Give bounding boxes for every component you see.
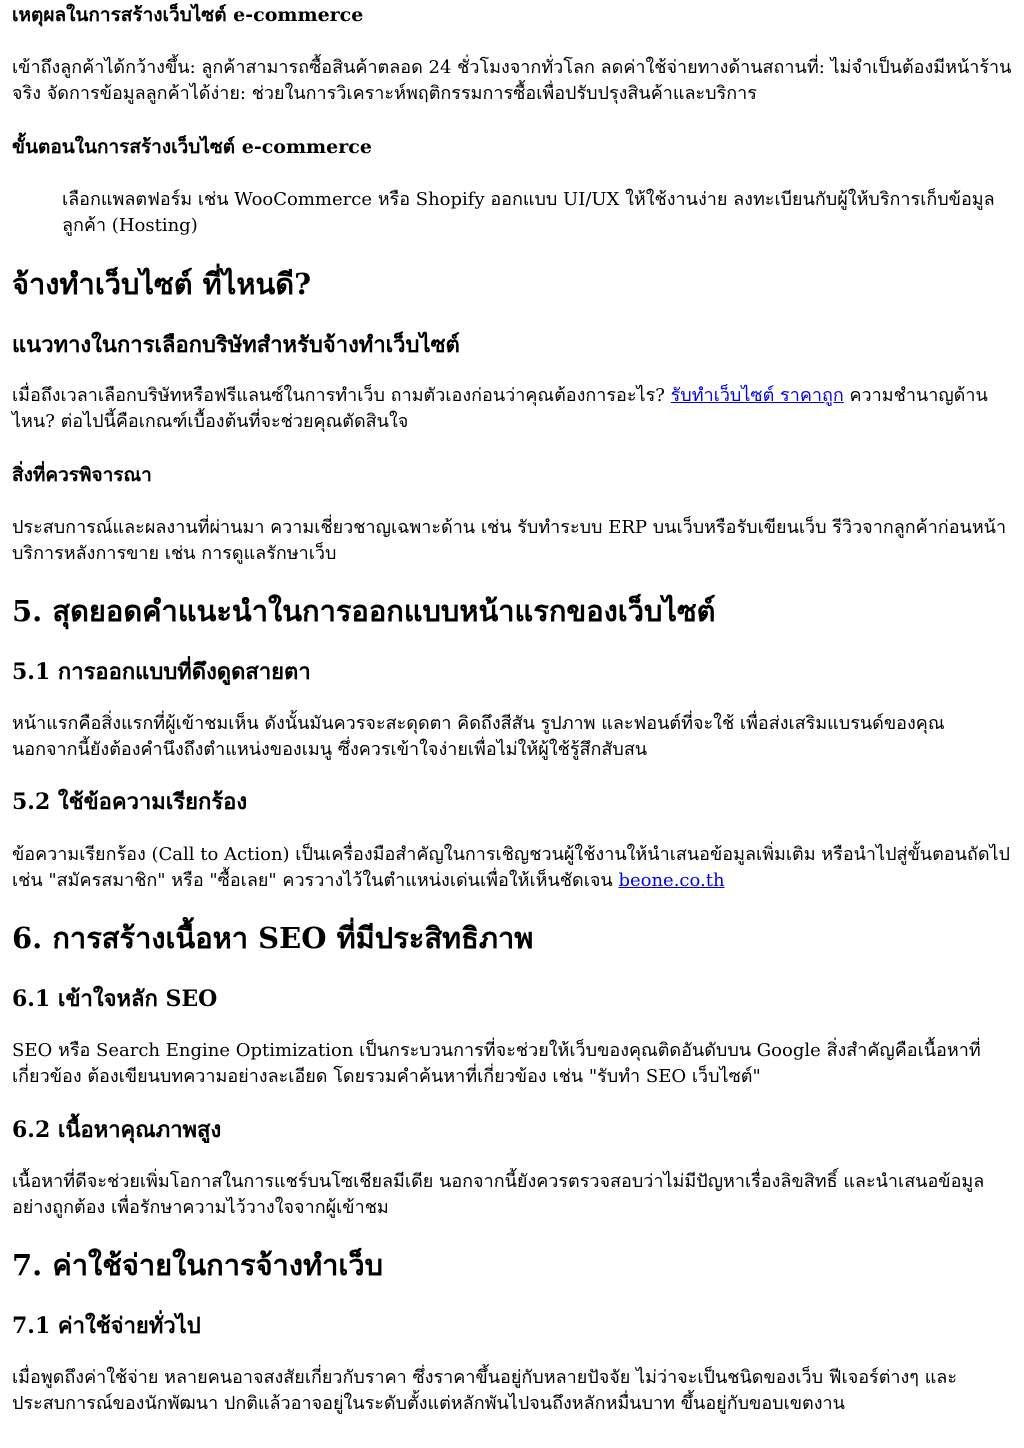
section-6-1-paragraph: SEO หรือ Search Engine Optimization เป็นกระบวนการที่จะช่วยให้เว็บของคุณติดอันดับบน Google สิ่งสำคัญคือเนื้อหาที่เกี่ยวข้อง ต้องเขียนบทความอย่างละเอียด โดยรวมคำค้นหาที่เกี่ยวข้อง เช่น "รับทำ SEO เว็บไซต์" [12, 1040, 981, 1087]
section-6-2-heading: 6.2 เนื้อหาคุณภาพสูง [12, 1117, 222, 1143]
guide-heading: แนวทางในการเลือกบริษัทสำหรับจ้างทำเว็บไซต์ [12, 332, 460, 358]
section-6-2-paragraph: เนื้อหาที่ดีจะช่วยเพิ่มโอกาสในการแชร์บนโซเชียลมีเดีย นอกจากนี้ยังควรตรวจสอบว่าไม่มีปัญหาเรื่องลิขสิทธิ์ และนำเสนอข้อมูลอย่างถูกต้อง เพื่อรักษาความไว้วางใจจากผู้เข้าชม [12, 1171, 985, 1218]
section-5-1-paragraph: หน้าแรกคือสิ่งแรกที่ผู้เข้าชมเห็น ดังนั้นมันควรจะสะดุดตา คิดถึงสีสัน รูปภาพ และฟอนต์ที่จะใช้ เพื่อส่งเสริมแบรนด์ของคุณ นอกจากนี้ยังต้องคำนึงถึงตำแหน่งของเมนู ซึ่งควรเข้าใจง่ายเพื่อไม่ให้ผู้ใช้รู้สึกสับสน [12, 713, 945, 760]
steps-heading: ขั้นตอนในการสร้างเว็บไซต์ e-commerce [12, 136, 372, 158]
hire-heading: จ้างทำเว็บไซต์ ที่ไหนดี? [12, 267, 312, 301]
guide-text-before: เมื่อถึงเวลาเลือกบริษัทหรือฟรีแลนซ์ในการทำเว็บ ถามตัวเองก่อนว่าคุณต้องการอะไร? [12, 385, 671, 406]
section-5-1-heading: 5.1 การออกแบบที่ดึงดูดสายตา [12, 659, 311, 685]
section-6-heading: 6. การสร้างเนื้อหา SEO ที่มีประสิทธิภาพ [12, 921, 534, 955]
section-6-1-heading: 6.1 เข้าใจหลัก SEO [12, 986, 218, 1012]
section-7-1-heading: 7.1 ค่าใช้จ่ายทั่วไป [12, 1313, 201, 1339]
beone-link[interactable]: beone.co.th [618, 870, 725, 891]
steps-paragraph: เลือกแพลตฟอร์ม เช่น WooCommerce หรือ Shopify ออกแบบ UI/UX ให้ใช้งานง่าย ลงทะเบียนกับผู้ให้บริการเก็บข้อมูลลูกค้า (Hosting) [62, 189, 995, 236]
guide-paragraph [12, 383, 1012, 435]
section-5-2-paragraph [12, 842, 1012, 894]
reasons-paragraph: เข้าถึงลูกค้าได้กว้างขึ้น: ลูกค้าสามารถซื้อสินค้าตลอด 24 ชั่วโมงจากทั่วโลก ลดค่าใช้จ่ายทางด้านสถานที่: ไม่จำเป็นต้องมีหน้าร้านจริง จัดการข้อมูลลูกค้าได้ง่าย: ช่วยในการวิเคราะห์พฤติกรรมการซื้อเพื่อปรับปรุงสินค้าและบริการ [12, 57, 1012, 104]
section-5-2-heading: 5.2 ใช้ข้อความเรียกร้อง [12, 789, 248, 815]
section-7-1-paragraph: เมื่อพูดถึงค่าใช้จ่าย หลายคนอาจสงสัยเกี่ยวกับราคา ซึ่งราคาขึ้นอยู่กับหลายปัจจัย ไม่ว่าจะเป็นชนิดของเว็บ ฟีเจอร์ต่างๆ และประสบการณ์ของนักพัฒนา ปกติแล้วอาจอยู่ในระดับตั้งแต่หลักพันไปจนถึงหลักหมื่นบาท ขึ้นอยู่กับขอบเขตงาน [12, 1367, 957, 1414]
section-5-heading: 5. สุดยอดคำแนะนำในการออกแบบหน้าแรกของเว็บไซต์ [12, 594, 716, 628]
guide-text-after: ความชำนาญด้านไหน? ต่อไปนี้คือเกณฑ์เบื้องต้นที่จะช่วยคุณตัดสินใจ [12, 385, 988, 432]
cheap-website-link[interactable]: รับทำเว็บไซต์ ราคาถูก [670, 385, 844, 406]
section-5-2-text: ข้อความเรียกร้อง (Call to Action) เป็นเครื่องมือสำคัญในการเชิญชวนผู้ใช้งานให้นำเสนอข้อมูลเพิ่มเติม หรือนำไปสู่ขั้นตอนถัดไป เช่น "สมัครสมาชิก" หรือ "ซื้อเลย" ควรวางไว้ในตำแหน่งเด่นเพื่อให้เห็นชัดเจน [12, 844, 1010, 891]
consider-heading: สิ่งที่ควรพิจารณา [12, 464, 152, 486]
section-7-heading: 7. ค่าใช้จ่ายในการจ้างทำเว็บ [12, 1248, 384, 1282]
reasons-heading: เหตุผลในการสร้างเว็บไซต์ e-commerce [12, 4, 364, 26]
consider-paragraph: ประสบการณ์และผลงานที่ผ่านมา ความเชี่ยวชาญเฉพาะด้าน เช่น รับทำระบบ ERP บนเว็บหรือรับเขียนเว็บ รีวิวจากลูกค้าก่อนหน้า บริการหลังการขาย เช่น การดูแลรักษาเว็บ [12, 517, 1007, 564]
